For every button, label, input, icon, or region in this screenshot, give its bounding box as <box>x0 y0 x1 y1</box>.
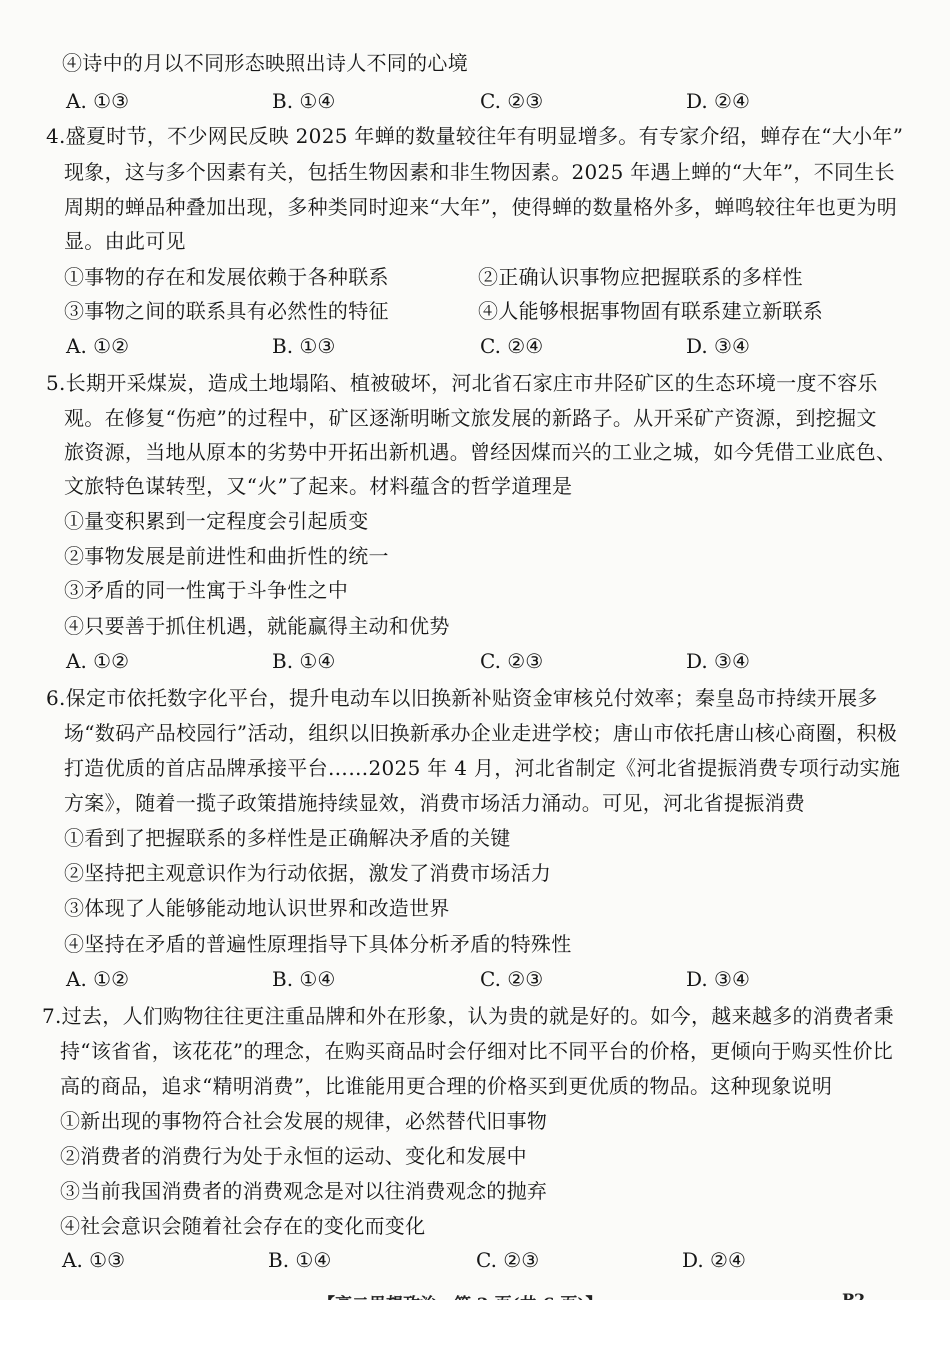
q6-statement-3: ③体现了人能够能动地认识世界和改造世界 <box>64 896 450 920</box>
q6-option-c: C. ②③ <box>480 967 544 991</box>
q7-statement-2: ②消费者的消费行为处于永恒的运动、变化和发展中 <box>60 1144 527 1168</box>
q3-option-a: A. ①③ <box>66 89 130 113</box>
q5-option-c: C. ②③ <box>480 649 544 673</box>
q5-statement-1: ①量变积累到一定程度会引起质变 <box>64 509 369 533</box>
q5-stem-line-2: 观。在修复“伤疤”的过程中，矿区逐渐明晰文旅发展的新路子。从开采矿产资源，到挖掘文 <box>64 406 877 430</box>
scan-bottom-edge <box>0 1300 950 1345</box>
q5-option-d: D. ③④ <box>686 649 750 673</box>
q6-option-d: D. ③④ <box>686 967 750 991</box>
q5-stem-line-4: 文旅特色谋转型，又“火”了起来。材料蕴含的哲学道理是 <box>64 474 573 498</box>
q3-statement-4: ④诗中的月以不同形态映照出诗人不同的心境 <box>62 51 468 75</box>
q3-option-d: D. ②④ <box>686 89 750 113</box>
q4-option-d: D. ③④ <box>686 334 750 358</box>
q5-stem-line-3: 旅资源，当地从原本的劣势中开拓出新机遇。曾经因煤而兴的工业之城，如今凭借工业底色、 <box>64 440 897 464</box>
q3-option-b: B. ①④ <box>272 89 336 113</box>
q4-option-c: C. ②④ <box>480 334 544 358</box>
q6-stem-line-4: 方案》，随着一揽子政策措施持续显效，消费市场活力涌动。可见，河北省提振消费 <box>64 791 806 815</box>
q7-statement-3: ③当前我国消费者的消费观念是对以往消费观念的抛弃 <box>60 1179 548 1203</box>
q4-stem-line-2: 现象，这与多个因素有关，包括生物因素和非生物因素。2025 年遇上蝉的“大年”，不同生长 <box>64 160 895 184</box>
q6-statement-2: ②坚持把主观意识作为行动依据，激发了消费市场活力 <box>64 861 552 885</box>
q4-stem-line-1: 4.盛夏时节，不少网民反映 2025 年蝉的数量较往年有明显增多。有专家介绍，蝉存在“大小年” <box>46 124 904 148</box>
q5-stem-line-1: 5.长期开采煤炭，造成土地塌陷、植被破坏，河北省石家庄市井陉矿区的生态环境一度不容乐 <box>46 371 878 395</box>
q6-stem-line-3: 打造优质的首店品牌承接平台……2025 年 4 月，河北省制定《河北省提振消费专项行动实施 <box>64 756 901 780</box>
q5-option-b: B. ①④ <box>272 649 336 673</box>
q5-statement-3: ③矛盾的同一性寓于斗争性之中 <box>64 578 349 602</box>
q7-stem-line-2: 持“该省省，该花花”的理念，在购买商品时会仔细对比不同平台的价格，更倾向于购买性价比 <box>60 1039 894 1063</box>
q7-statement-4: ④社会意识会随着社会存在的变化而变化 <box>60 1214 426 1238</box>
q7-option-c: C. ②③ <box>476 1248 540 1272</box>
q5-statement-4: ④只要善于抓住机遇，就能赢得主动和优势 <box>64 614 450 638</box>
q4-statement-1: ①事物的存在和发展依赖于各种联系 <box>64 265 389 289</box>
q6-statement-1: ①看到了把握联系的多样性是正确解决矛盾的关键 <box>64 826 511 850</box>
q4-statement-2: ②正确认识事物应把握联系的多样性 <box>478 265 803 289</box>
q3-option-c: C. ②③ <box>480 89 544 113</box>
q6-stem-line-2: 场“数码产品校园行”活动，组织以旧换新承办企业走进学校；唐山市依托唐山核心商圈，积极 <box>64 721 898 745</box>
q6-statement-4: ④坚持在矛盾的普遍性原理指导下具体分析矛盾的特殊性 <box>64 932 572 956</box>
q6-option-b: B. ①④ <box>272 967 336 991</box>
q4-option-b: B. ①③ <box>272 334 336 358</box>
q7-option-b: B. ①④ <box>268 1248 332 1272</box>
q6-stem-line-1: 6.保定市依托数字化平台，提升电动车以旧换新补贴资金审核兑付效率；秦皇岛市持续开展多 <box>46 686 878 710</box>
q4-option-a: A. ①② <box>66 334 130 358</box>
q4-statement-4: ④人能够根据事物固有联系建立新联系 <box>478 299 824 323</box>
q7-option-d: D. ②④ <box>682 1248 746 1272</box>
q5-option-a: A. ①② <box>66 649 130 673</box>
q7-stem-line-3: 高的商品，追求“精明消费”，比谁能用更合理的价格买到更优质的物品。这种现象说明 <box>60 1074 833 1098</box>
q5-statement-2: ②事物发展是前进性和曲折性的统一 <box>64 544 389 568</box>
q4-statement-3: ③事物之间的联系具有必然性的特征 <box>64 299 389 323</box>
q7-option-a: A. ①③ <box>62 1248 126 1272</box>
q7-statement-1: ①新出现的事物符合社会发展的规律，必然替代旧事物 <box>60 1109 548 1133</box>
q7-stem-line-1: 7.过去，人们购物往往更注重品牌和外在形象，认为贵的就是好的。如今，越来越多的消费者秉 <box>42 1004 894 1028</box>
q6-option-a: A. ①② <box>66 967 130 991</box>
q4-stem-line-3: 周期的蝉品种叠加出现，多种类同时迎来“大年”，使得蝉的数量格外多，蝉鸣较往年也更为明 <box>64 195 898 219</box>
q4-stem-line-4: 显。由此可见 <box>64 229 186 253</box>
